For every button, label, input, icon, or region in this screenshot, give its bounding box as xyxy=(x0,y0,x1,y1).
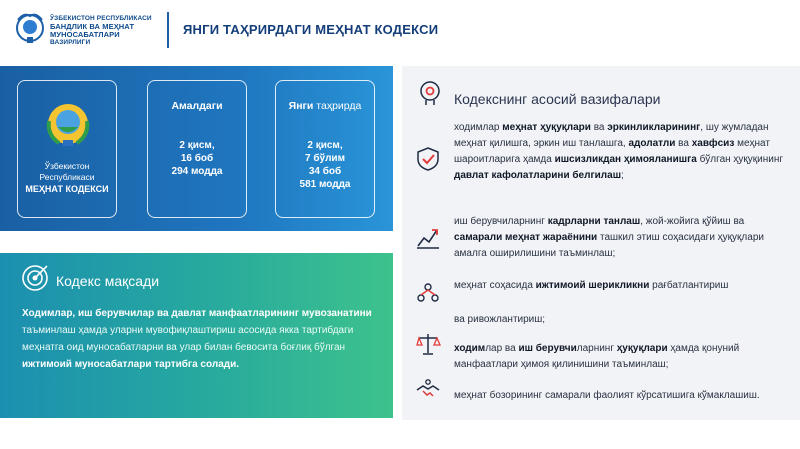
task-item-2 xyxy=(454,214,789,262)
task-text: иш берувчиларнинг xyxy=(454,216,548,227)
task-text: меҳнат соҳасида xyxy=(454,280,536,291)
code-card xyxy=(17,80,117,218)
current-stat: 2 қисм, xyxy=(179,140,215,151)
task-bold: меҳнат ҳуқуқлари xyxy=(502,122,591,133)
task-text: ҳамда қонуний манфаатлари ҳимоя қилинишини таъминлаш; xyxy=(454,343,740,370)
new-heading-bold: Янги xyxy=(288,100,314,112)
task-bold: адолатли xyxy=(628,138,676,149)
org-line-1: ЎЗБЕКИСТОН РЕСПУБЛИКАСИ xyxy=(50,15,152,22)
current-stat: 16 боб xyxy=(180,153,214,164)
gears-head-icon xyxy=(417,80,443,106)
growth-chart-icon xyxy=(415,224,441,250)
handshake-icon xyxy=(415,378,441,404)
task-text: меҳнат шароитларига ҳамда xyxy=(454,138,770,165)
current-stats xyxy=(148,139,246,178)
task-bold: иш берувчи xyxy=(518,343,577,354)
current-version-card xyxy=(147,80,247,218)
goal-text-bold: Ходимлар, иш берувчилар ва давлат манфаатларининг мувозанатини xyxy=(22,308,372,319)
code-caption-1: Ўзбекистон xyxy=(44,161,90,171)
task-bold: ҳуқуқлари xyxy=(616,343,668,354)
current-stat: 294 модда xyxy=(171,166,223,177)
task-bold: ижтимоий шерикликни xyxy=(535,280,650,291)
task-item-3-continued: ва ривожлантириш; xyxy=(454,314,546,325)
new-stat: 581 модда xyxy=(299,179,351,190)
tasks-title: Кодекснинг асосий вазифалари xyxy=(454,91,661,107)
task-item-5: меҳнат бозорининг самарали фаолият кўрсатишига кўмаклашиш. xyxy=(454,390,760,401)
emblem-icon xyxy=(14,10,46,46)
task-bold: самарали меҳнат жараёнини xyxy=(454,232,598,243)
task-text: , шу жумладан меҳнат қилишга, эркин иш танлашга, xyxy=(454,122,769,149)
shield-check-icon xyxy=(415,146,441,172)
task-text: ходимлар xyxy=(454,122,503,133)
target-icon xyxy=(20,263,50,293)
new-stats xyxy=(276,139,374,191)
goal-text-body: таъминлаш ҳамда уларни мувофиқлаштириш асосида якка тартибдаги меҳнатга оид муносабатларни ва улар билан бевосита боғлиқ бўлган xyxy=(22,325,354,353)
task-text: ва xyxy=(590,122,608,133)
new-stat: 34 боб xyxy=(308,166,342,177)
org-line-2: БАНДЛИК ВА МЕҲНАТ МУНОСАБАТЛАРИ xyxy=(50,22,135,39)
task-item-1 xyxy=(454,120,789,184)
task-text: , жой-жойига қўйиш ва xyxy=(640,216,745,227)
task-text: лар ва xyxy=(485,343,519,354)
task-text: ташкил этиш соҳасидаги ҳуқуқлари амалга оширилишини таъминлаш; xyxy=(454,232,764,259)
header xyxy=(0,0,800,62)
new-version-card xyxy=(275,80,375,218)
page-title: ЯНГИ ТАҲРИРДАГИ МЕҲНАТ КОДЕКСИ xyxy=(183,22,439,37)
task-bold: ишсизликдан ҳимояланишга xyxy=(554,154,697,165)
new-heading xyxy=(276,100,374,112)
goal-text-bold-end: ижтимоий муносабатлари тартибга солади. xyxy=(22,359,240,370)
org-line-3: ВАЗИРЛИГИ xyxy=(50,39,91,46)
task-bold: давлат кафолатларини белгилаш xyxy=(454,170,622,181)
goal-title: Кодекс мақсади xyxy=(56,273,160,289)
scales-icon xyxy=(415,331,441,357)
code-caption-2: Республикаси xyxy=(39,172,95,182)
task-item-3 xyxy=(454,278,789,294)
task-text: ; xyxy=(621,170,624,181)
task-text: бўлган ҳуқуқининг xyxy=(696,154,784,165)
task-text: ва xyxy=(675,138,692,149)
code-stats-panel xyxy=(0,66,393,231)
code-caption-3: МЕҲНАТ КОДЕКСИ xyxy=(25,184,109,194)
task-bold: хавфсиз xyxy=(691,138,735,149)
emblem-icon xyxy=(43,99,93,149)
task-text: рағбатлантириш xyxy=(649,280,729,291)
tasks-panel xyxy=(402,66,800,420)
current-heading: Амалдаги xyxy=(171,100,223,112)
new-stat: 7 бўлим xyxy=(305,153,345,164)
task-text: ларнинг xyxy=(576,343,617,354)
task-bold: эркинликларининг xyxy=(607,122,701,133)
task-bold: кадрларни танлаш xyxy=(547,216,641,227)
task-bold: ходим xyxy=(454,343,486,354)
new-stat: 2 қисм, xyxy=(307,140,343,151)
task-item-4 xyxy=(454,341,789,373)
code-goal-panel xyxy=(0,253,393,418)
goal-text xyxy=(22,305,382,373)
header-divider xyxy=(167,12,169,48)
partnership-icon xyxy=(415,280,441,306)
ministry-name xyxy=(50,15,160,47)
new-heading-light: таҳрирда xyxy=(313,100,362,112)
